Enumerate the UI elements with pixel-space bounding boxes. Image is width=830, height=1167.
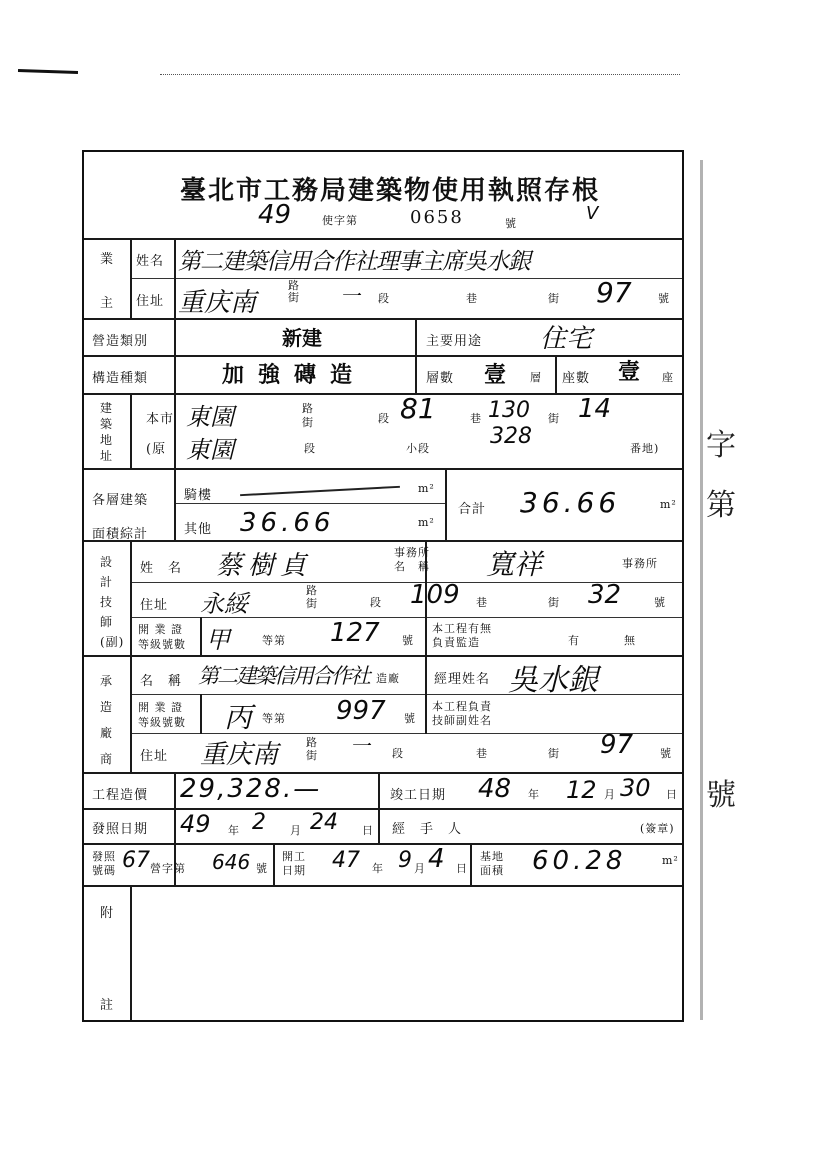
supervise-none: 無 [624,634,636,647]
other-unit: m² [418,516,435,529]
finish-year-value: 48 [478,774,512,804]
contractor-street-label: 街 [548,747,560,760]
owner-address-road: 重庆南 [178,288,257,318]
col-permit-1 [273,843,275,885]
col-left-site [130,393,132,468]
rule-con-1 [132,694,682,695]
permit-no-label: 發照 號碼 [92,850,116,877]
owner-no-label: 號 [658,292,670,305]
contractor-number-value: 97 [600,730,634,760]
rule-area-mid [176,503,446,504]
sum-label: 合計 [458,502,487,517]
col-left-des [130,540,132,772]
designer-road-street: 路 街 [306,584,318,610]
rule-permit [84,885,682,887]
col-left [130,238,132,318]
site-city-label: 本市 [146,412,175,427]
contractor-lane-label: 巷 [476,747,488,760]
designer-no-label: 號 [654,596,666,609]
floors-label: 層數 [426,371,455,386]
contractor-factory-label: 造廠 [376,672,400,685]
col-permit-2 [470,843,472,885]
area-label: 各層建築 面積綜計 [92,493,149,542]
col-con-label [200,694,202,734]
scan-top-line [160,74,680,76]
permit-number-value: 646 [212,850,251,874]
tech-label: 本工程負責 技師副姓名 [432,700,492,727]
col-issue-mid [378,808,380,843]
main-use-label: 主要用途 [426,334,483,349]
license-year: 49 [258,200,292,230]
contractor-grade-value: 丙 [224,701,253,734]
owner-name-label: 姓名 [136,254,165,269]
floor-unit: 層 [530,371,542,384]
finish-date-label: 竣工日期 [390,788,447,803]
designer-grade-value: 甲 [206,626,230,654]
orig-lot-value: 328 [490,424,532,449]
designer-address-value: 永綏 [200,590,248,618]
orig-city-value: 東園 [186,436,234,464]
notes-label-2: 註 [100,998,115,1013]
owner-label-1: 業 [100,252,115,267]
contractor-no-label: 號 [660,747,672,760]
license-number: 0658 [410,207,464,228]
manager-label: 經理姓名 [434,672,491,687]
owner-address-label: 住址 [136,294,165,309]
arcade-label: 騎樓 [184,488,213,503]
issue-day-value: 24 [310,810,338,835]
construction-type-label: 營造類別 [92,334,149,349]
edge-char-3: 號 [706,778,736,813]
orig-label: (原 [146,442,167,457]
contractor-grade-no-suffix: 號 [404,712,416,725]
site-section-value: 81 [400,392,436,425]
site-city-value: 東園 [186,403,234,431]
col-area-sum [445,468,447,540]
contractor-grade-label: 等第 [262,712,286,725]
site-area-value: 60.28 [532,846,627,876]
finish-year-label: 年 [528,788,540,801]
col-con-mid [425,655,427,734]
cost-value: 29,328.— [180,774,322,804]
col-cost-mid [378,772,380,808]
license-prefix: 使字第 [322,214,358,227]
building-unit: 座 [662,371,674,384]
owner-number: 97 [596,276,632,309]
designer-name-value: 蔡樹貞 [216,551,313,581]
contractor-name-value: 第二建築信用合作社 [198,664,369,688]
contractor-address-value: 重庆南 [200,740,279,770]
structure-label: 構造種類 [92,371,149,386]
cost-label: 工程造價 [92,788,149,803]
notes-label-1: 附 [100,906,115,921]
floors-value: 壹 [484,363,507,388]
edge-stroke [700,160,703,1020]
issue-year-value: 49 [180,810,211,838]
rule-area [84,540,682,542]
scan-corner-mark [18,69,78,74]
owner-section: 一 [340,284,360,308]
start-year-value: 47 [332,848,360,873]
arcade-unit: m² [418,482,435,495]
build-word-label: 營字第 [150,862,186,875]
site-section-label: 段 [378,412,390,425]
contractor-section-value: 一 [350,734,370,758]
designer-grade-no-value: 127 [330,618,380,648]
contractor-license-label: 開 業 證 等級號數 [138,701,186,729]
site-lane-label: 巷 [470,412,482,425]
col-label [174,238,176,540]
total-area-value: 36.66 [520,486,621,519]
designer-lane-label: 巷 [476,596,488,609]
site-label: 建 築 地 址 [100,401,114,463]
other-area-value: 36.66 [240,508,335,538]
owner-lane-label: 巷 [466,292,478,305]
col-mid-type [415,318,417,393]
edge-char-2: 第 [706,488,736,523]
start-month-label: 月 [414,862,426,875]
col-des-label [200,617,202,655]
check-mark: V [586,203,599,224]
owner-street-label: 街 [548,292,560,305]
contractor-section-label: 段 [392,747,404,760]
owner-section-label: 段 [378,292,390,305]
col-left-notes [130,885,132,1020]
structure-value: 加強磚造 [222,363,367,388]
total-unit: m² [660,498,677,511]
issue-month-label: 月 [290,824,302,837]
main-use-value: 住宅 [540,324,593,354]
designer-license-label: 開 業 證 等級號數 [138,623,186,651]
finish-day-value: 30 [620,774,651,802]
permit-year-value: 67 [122,848,150,873]
site-lane-value: 130 [488,398,530,423]
owner-road-street: 路 街 [288,279,300,304]
form-title: 臺北市工務局建築物使用執照存根 [179,176,600,206]
designer-section-value: 109 [410,580,460,610]
designer-name-label: 姓 名 [140,561,183,576]
designer-section-label: 段 [370,596,382,609]
other-label: 其他 [184,522,213,537]
start-date-label: 開工 日期 [282,850,306,877]
issue-month-value: 2 [252,810,266,835]
orig-lot-label: 番地) [630,442,660,455]
contractor-name-label: 名 稱 [140,674,183,689]
office-value: 寬祥 [486,548,543,581]
permit-number-suffix: 號 [256,862,268,875]
edge-char-1: 字 [706,428,736,463]
site-area-unit: m² [662,854,679,867]
designer-number-value: 32 [588,580,622,610]
orig-subsection-label: 小段 [406,442,430,455]
contractor-address-label: 住址 [140,749,169,764]
contractor-road-street: 路 街 [306,736,318,762]
finish-day-label: 日 [666,788,678,801]
handler-label: 經 手 人 [392,822,463,837]
site-area-label: 基地 面積 [480,850,504,877]
orig-section-label: 段 [304,442,316,455]
contractor-label: 承 造 廠 商 [100,674,114,766]
owner-name: 第二建築信用合作社理事主席吳水銀 [178,249,530,275]
supervise-label: 本工程有無 負責監造 [432,622,492,649]
designer-street-label: 街 [548,596,560,609]
buildings-value: 壹 [618,360,641,385]
seal-label: (簽章) [640,822,675,835]
designer-grade-label: 等第 [262,634,286,647]
site-street-value: 14 [578,394,612,424]
owner-label-2: 主 [100,296,115,311]
buildings-label: 座數 [562,371,591,386]
license-suffix: 號 [505,217,517,230]
start-month-value: 9 [398,848,412,873]
finish-month-value: 12 [566,776,597,804]
site-street-label: 街 [548,412,560,425]
col-floors [555,355,557,393]
office-label: 事務所 [622,557,658,570]
issue-year-label: 年 [228,824,240,837]
start-day-label: 日 [456,862,468,875]
finish-month-label: 月 [604,788,616,801]
issue-date-label: 發照日期 [92,822,149,837]
designer-address-label: 住址 [140,598,169,613]
start-year-label: 年 [372,862,384,875]
office-name-label: 事務所 名 稱 [394,546,430,573]
contractor-grade-no-value: 997 [336,696,386,726]
manager-value: 吳水銀 [508,663,598,698]
designer-grade-no-suffix: 號 [402,634,414,647]
designer-label: 設 計 技 師 (副) [100,555,125,649]
supervise-have: 有 [568,634,580,647]
construction-type-value: 新建 [282,326,322,350]
site-road-street: 路 街 [302,402,314,429]
start-day-value: 4 [428,844,445,874]
issue-day-label: 日 [362,824,374,837]
